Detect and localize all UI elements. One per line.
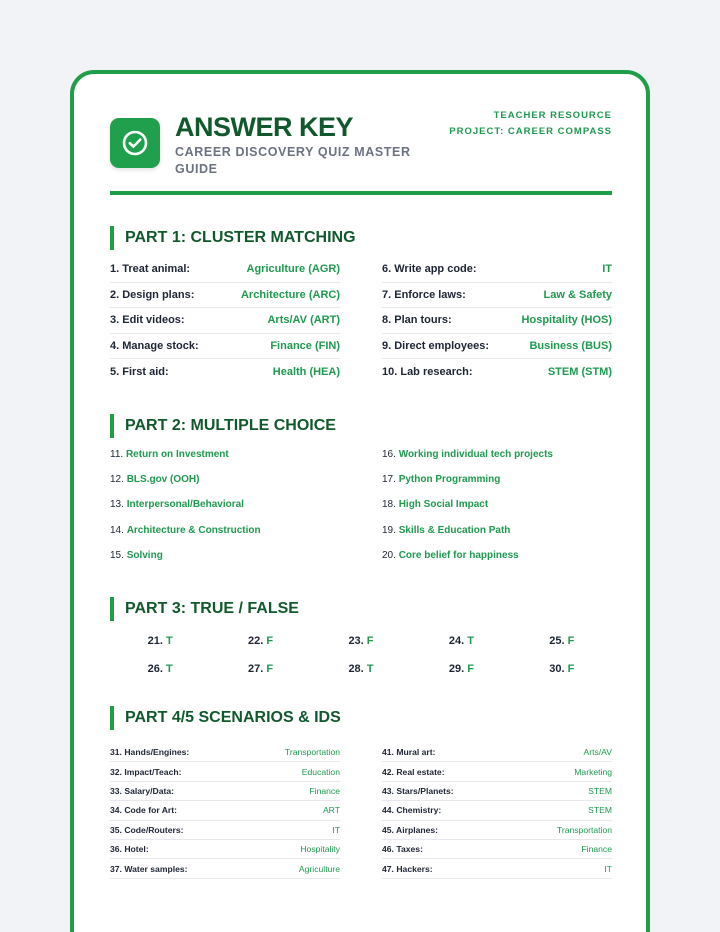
part2-heading: PART 2: MULTIPLE CHOICE [110,414,336,438]
list-item [382,473,612,498]
list-item [382,334,612,360]
question: 41. Mural art: [382,747,436,758]
list-item [110,634,210,662]
question: 6. Write app code: [382,263,477,276]
question-number: 17. [382,474,396,486]
answer: BLS.gov (OOH) [126,474,200,486]
list-item [110,283,340,309]
ids-right-column [382,743,612,879]
question: 35. Code/Routers: [110,824,184,835]
list-item [382,762,612,781]
list-item [210,662,310,690]
question: 7. Enforce laws: [382,288,466,301]
answer: IT [602,263,612,276]
list-item [110,308,340,334]
question: 37. Water samples: [110,863,188,874]
list-item [382,257,612,283]
list-item [382,840,612,859]
question-number: 20. [382,549,396,561]
question-number: 29. [448,663,465,675]
list-item [382,308,612,334]
question-number: 24. [448,635,465,647]
answer: Transportation [556,824,612,835]
list-item [512,662,612,690]
list-item [110,762,340,781]
answer: F [567,663,575,675]
list-item [110,859,340,878]
question: 45. Airplanes: [382,824,439,835]
answer: T [166,635,173,647]
answer: Solving [126,549,163,561]
question-number: 12. [110,474,124,486]
answer: T [166,663,173,675]
list-item [110,840,340,859]
true-false-grid [110,634,612,690]
answer: T [467,635,474,647]
question-number: 26. [147,663,163,675]
list-item [110,821,340,840]
question: 1. Treat animal: [110,263,191,276]
answer: Finance [309,785,340,796]
question-number: 13. [110,499,124,511]
list-item [382,782,612,801]
question-number: 18. [382,499,396,511]
answer: ART [322,805,340,816]
answer-key-card [70,70,650,932]
question: 31. Hands/Engines: [110,747,190,758]
answer: IT [604,863,612,874]
list-item [110,743,340,762]
question-number: 11. [110,449,124,460]
question: 34. Code for Art: [110,805,178,816]
list-item [382,801,612,820]
list-item [110,782,340,801]
answer: Transportation [284,747,340,758]
question: 42. Real estate: [382,766,445,777]
part45-heading: PART 4/5 SCENARIOS & IDS [110,706,341,730]
answer: IT [332,824,340,835]
answer: F [366,635,374,647]
answer: Law & Safety [543,288,612,301]
answer: Business (BUS) [529,340,612,353]
answer: Architecture & Construction [126,524,261,536]
question: 47. Hackers: [382,863,433,874]
question: 5. First aid: [110,366,169,379]
answer: Education [301,766,340,777]
list-item [311,634,411,662]
list-item [382,821,612,840]
list-item [382,359,612,385]
answer: STEM [588,805,612,816]
ids-left-column [110,743,340,879]
answer: Architecture (ARC) [240,288,340,301]
question-number: 19. [382,524,396,536]
list-item [411,634,511,662]
list-item [110,801,340,820]
question: 9. Direct employees: [382,340,489,353]
question-number: 27. [248,663,264,675]
question: 10. Lab research: [382,366,473,379]
question-number: 15. [110,549,124,561]
question-number: 28. [348,663,364,675]
question-number: 21. [147,635,163,647]
list-item [110,359,340,385]
page-subtitle: CAREER DISCOVERY QUIZ MASTER GUIDE [175,145,411,176]
answer: High Social Impact [398,499,489,511]
meta-project-name: PROJECT: CAREER COMPASS [449,126,612,137]
answer: Core belief for happiness [398,549,519,561]
list-item [382,859,612,878]
list-item [110,334,340,360]
page-title: ANSWER KEY [175,112,354,142]
question: 46. Taxes: [382,844,423,855]
question-number: 25. [549,635,565,647]
question: 44. Chemistry: [382,805,442,816]
list-item [382,283,612,309]
multiple-choice-list [110,448,612,574]
list-item [382,524,612,549]
list-item [411,662,511,690]
list-item [110,473,382,498]
matching-left-column [110,257,340,385]
check-circle-icon [110,118,160,168]
list-item [382,498,612,523]
list-item [382,448,612,473]
list-item [210,634,310,662]
part3-heading: PART 3: TRUE / FALSE [110,597,299,621]
question: 36. Hotel: [110,844,149,855]
answer: Marketing [574,766,612,777]
question: 33. Salary/Data: [110,785,175,796]
answer: F [467,663,474,675]
part1-heading: PART 1: CLUSTER MATCHING [110,226,356,250]
list-item [110,549,382,574]
question-number: 16. [382,449,396,460]
answer: Arts/AV [583,747,612,758]
answer: STEM (STM) [547,366,612,379]
list-item [311,662,411,690]
question: 32. Impact/Teach: [110,766,182,777]
matching-right-column [382,257,612,385]
answer: F [567,635,575,647]
question: 4. Manage stock: [110,340,199,353]
question-number: 23. [348,635,364,647]
answer: F [266,663,274,675]
header-divider [110,191,612,195]
answer: Hospitality [300,844,340,855]
question-number: 14. [110,524,124,536]
answer: Agriculture (AGR) [246,263,340,276]
resource-meta [442,110,612,138]
question: 2. Design plans: [110,288,195,301]
list-item [512,634,612,662]
question: 43. Stars/Planets: [382,785,454,796]
answer: Return on Investment [125,449,229,460]
question: 8. Plan tours: [382,314,452,327]
cluster-matching-list [110,257,612,385]
answer: STEM [588,785,612,796]
answer: F [266,635,274,647]
answer: Python Programming [398,474,501,486]
meta-resource-type: TEACHER RESOURCE [493,110,612,121]
question: 3. Edit videos: [110,314,185,327]
answer: T [366,663,374,675]
answer: Interpersonal/Behavioral [126,499,244,511]
list-item [110,524,382,549]
list-item [110,498,382,523]
scenarios-ids-list [110,743,612,879]
question-number: 30. [549,663,565,675]
answer: Finance [581,844,612,855]
list-item [382,549,612,574]
answer: Arts/AV (ART) [267,314,340,327]
answer: Skills & Education Path [398,524,511,536]
list-item [382,743,612,762]
list-item [110,662,210,690]
list-item [110,257,340,283]
answer: Hospitality (HOS) [521,314,612,327]
question-number: 22. [248,635,264,647]
answer: Agriculture [298,863,340,874]
answer: Health (HEA) [272,366,340,379]
list-item [110,448,382,473]
answer: Finance (FIN) [270,340,340,353]
answer: Working individual tech projects [398,449,553,460]
